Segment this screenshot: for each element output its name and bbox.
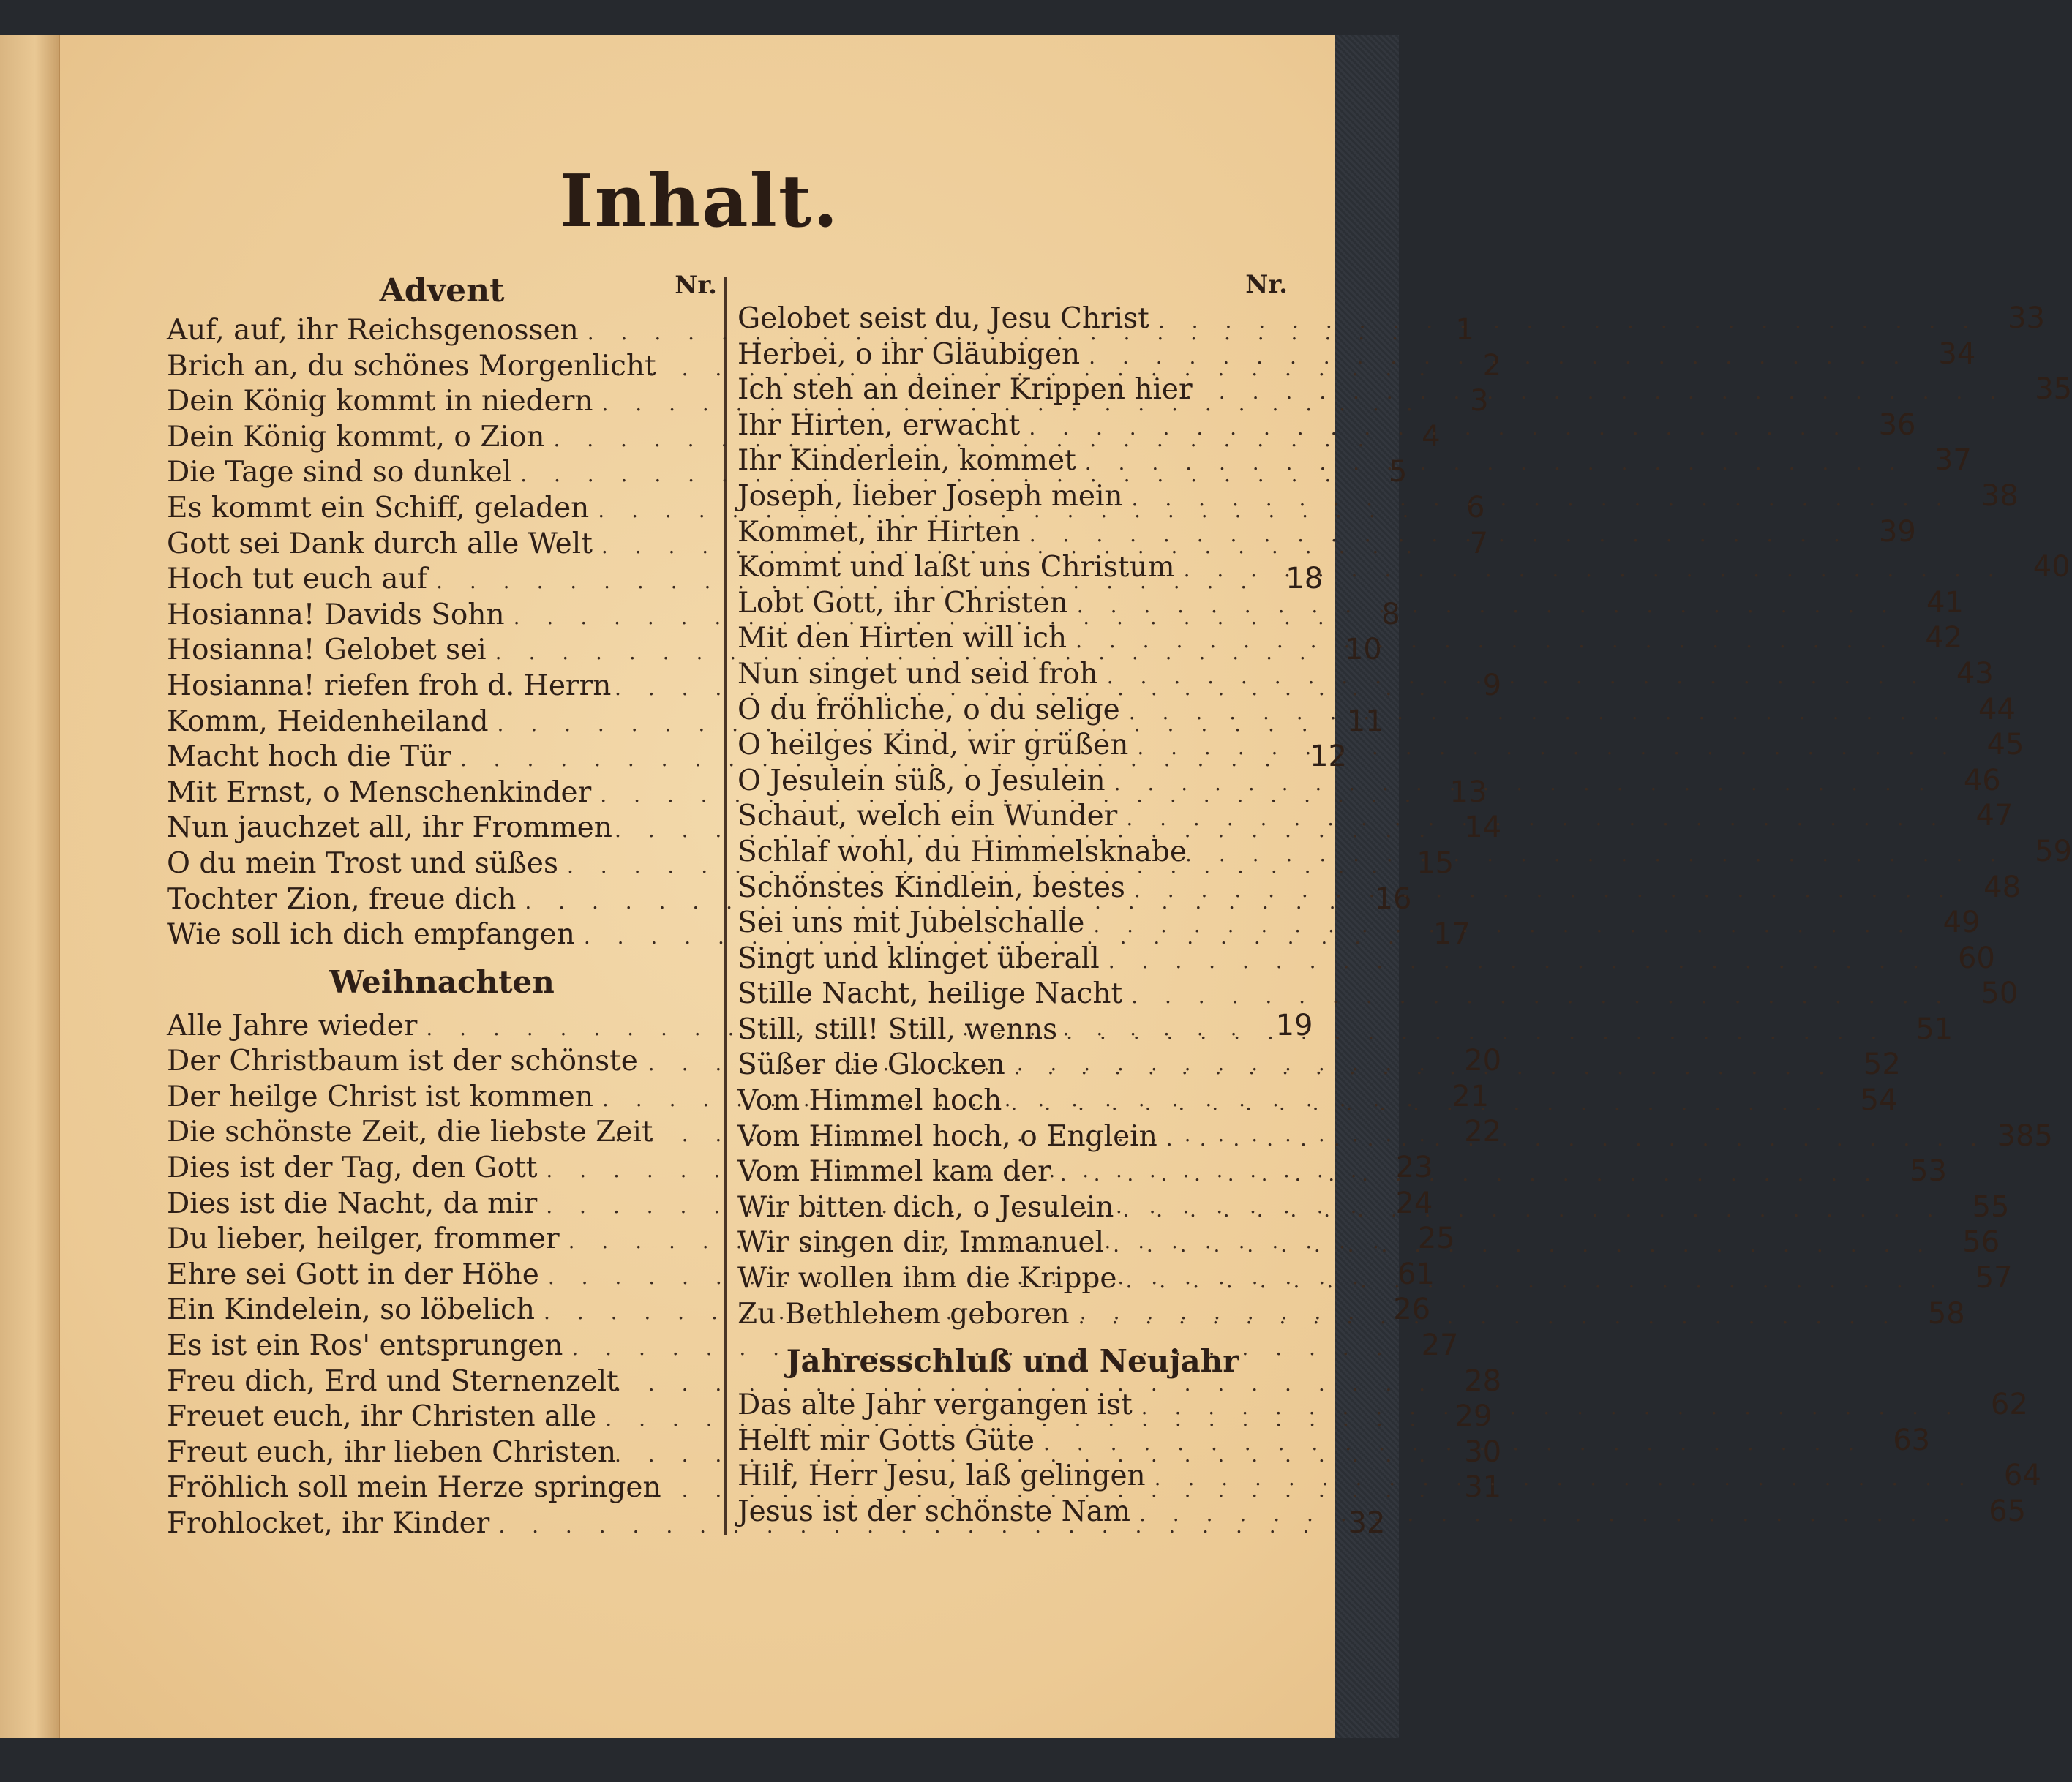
- song-title: Schaut, welch ein Wunder: [737, 800, 1118, 833]
- song-number: 58: [1927, 1296, 1965, 1331]
- song-title: Hilf, Herr Jesu, laß gelingen: [737, 1459, 1146, 1493]
- dot-leader: [1067, 628, 1904, 653]
- page-title: Inhalt.: [559, 159, 840, 244]
- song-number: 33: [2008, 301, 2045, 335]
- toc-entry: [737, 407, 1916, 444]
- song-number: 6: [1465, 490, 1485, 525]
- song-title: Ich steh an deiner Krippen hier: [737, 373, 1193, 407]
- song-title: Herbei, o ihr Gläubigen: [737, 337, 1081, 371]
- song-title: Es kommt ein Schiff, geladen: [167, 491, 590, 525]
- toc-entry: [737, 514, 1916, 551]
- toc-entry: [737, 301, 2045, 337]
- song-number: 385: [1997, 1119, 2053, 1153]
- dot-leader: [1120, 700, 1957, 724]
- dot-leader: [1130, 1502, 1967, 1526]
- song-title: Gelobet seist du, Jesu Christ: [737, 302, 1149, 335]
- song-number: 48: [1983, 870, 2022, 904]
- song-title: Dies ist der Tag, den Gott: [167, 1151, 538, 1185]
- song-title: Dein König kommt in niedern: [167, 385, 593, 418]
- song-number: 65: [1989, 1495, 2027, 1528]
- song-title: Vom Himmel hoch: [737, 1084, 1002, 1118]
- song-title: Kommt und laßt uns Christum: [737, 551, 1175, 584]
- dot-leader: [1146, 1466, 1983, 1490]
- song-title: Freut euch, ihr lieben Christen: [167, 1435, 617, 1469]
- song-number: 45: [1986, 728, 2024, 762]
- song-title: Jesus ist der schönste Nam: [737, 1495, 1130, 1528]
- song-number: 37: [1934, 443, 1972, 478]
- song-title: Alle Jahre wieder: [167, 1009, 418, 1042]
- song-title: Ein Kindelein, so löbelich: [167, 1293, 535, 1327]
- song-number: 25: [1417, 1222, 1455, 1256]
- song-title: Freuet euch, ihr Christen alle: [167, 1400, 597, 1434]
- song-title: Hosianna! Davids Sohn: [167, 598, 505, 631]
- dot-leader: [1084, 913, 1921, 937]
- song-number: 16: [1374, 881, 1412, 916]
- dot-leader: [1123, 486, 1960, 511]
- song-title: Wir singen dir, Immanuel: [737, 1226, 1105, 1260]
- dot-leader: [1080, 345, 1917, 369]
- song-title: Vom Himmel hoch, o Englein: [737, 1119, 1157, 1153]
- song-number: 3: [1470, 384, 1489, 418]
- song-number: 50: [1981, 977, 2019, 1011]
- song-title: Zu Bethlehem geboren: [737, 1297, 1070, 1331]
- song-number: 18: [1285, 562, 1324, 596]
- song-number: 2: [1482, 348, 1502, 383]
- dot-leader: [1051, 1162, 1888, 1186]
- dot-leader: [1100, 949, 1937, 973]
- song-title: Fröhlich soll mein Herze springen: [167, 1471, 661, 1505]
- toc-entry: [167, 1364, 1502, 1400]
- dot-leader: [1068, 593, 1905, 617]
- dot-leader: [1133, 1395, 1970, 1419]
- song-number: 34: [1938, 337, 1976, 371]
- song-title: Hosianna! riefen froh d. Herrn: [167, 669, 612, 702]
- dot-leader: [1057, 1020, 1894, 1044]
- dot-leader: [1070, 1304, 1907, 1328]
- song-number: 42: [1925, 621, 1963, 655]
- song-number: 59: [2035, 834, 2072, 868]
- dot-leader: [1128, 735, 1965, 759]
- song-number: 38: [1981, 478, 2019, 513]
- song-number: 9: [1482, 668, 1502, 702]
- song-title: Frohlocket, ihr Kinder: [167, 1507, 490, 1540]
- song-title: Vom Himmel kam der: [737, 1155, 1051, 1189]
- toc-entry: [737, 337, 1976, 373]
- song-title: O heilges Kind, wir grüßen: [737, 729, 1129, 762]
- song-title: Joseph, lieber Joseph mein: [737, 479, 1123, 513]
- song-title: Der Christbaum ist der schönste: [167, 1045, 638, 1078]
- song-number: 1: [1455, 313, 1474, 347]
- song-title: Sei uns mit Jubelschalle: [737, 906, 1085, 940]
- song-number: 49: [1942, 906, 1981, 940]
- dot-leader: [1104, 1233, 1941, 1257]
- song-title: Dein König kommt, o Zion: [167, 420, 545, 454]
- song-number: 64: [2003, 1459, 2041, 1493]
- toc-entry: [737, 372, 2072, 408]
- toc-entry: [737, 977, 2019, 1012]
- song-number: 57: [1975, 1261, 2013, 1296]
- dot-leader: [1005, 1055, 1842, 1079]
- song-title: Der heilge Christ ist kommen: [167, 1080, 593, 1113]
- song-title: Du lieber, heilger, frommer: [167, 1222, 560, 1256]
- song-title: Macht hoch die Tür: [167, 740, 451, 774]
- dot-leader: [1116, 1268, 1953, 1293]
- song-title: Hosianna! Gelobet sei: [167, 634, 487, 667]
- song-title: Tochter Zion, freue dich: [167, 882, 517, 916]
- song-title: Lobt Gott, ihr Christen: [737, 586, 1068, 620]
- song-number: 51: [1915, 1012, 1953, 1046]
- song-number: 29: [1454, 1399, 1493, 1434]
- song-number: 4: [1422, 419, 1441, 454]
- song-number: 36: [1878, 407, 1916, 442]
- song-number: 47: [1975, 799, 2013, 833]
- dot-leader: [1020, 416, 1857, 440]
- dot-leader: [1002, 1091, 1839, 1115]
- toc-entry: [737, 585, 1964, 622]
- section-header-advent: [167, 268, 717, 313]
- song-number: 56: [1962, 1225, 2000, 1260]
- song-number: 55: [1972, 1189, 2010, 1224]
- song-title: Gott sei Dank durch alle Welt: [167, 527, 593, 560]
- song-title: O du fröhliche, o du selige: [737, 693, 1120, 726]
- book-page: [0, 35, 2072, 1738]
- toc-entry: [737, 443, 1972, 479]
- song-number: 11: [1346, 704, 1384, 738]
- song-number: 63: [1893, 1423, 1931, 1457]
- song-title: Kommet, ihr Hirten: [737, 515, 1021, 549]
- toc-entry: [737, 656, 1994, 693]
- dot-leader: [1122, 984, 1959, 1008]
- dot-leader: [1098, 664, 1935, 688]
- song-title: Helft mir Gotts Güte: [737, 1424, 1035, 1457]
- song-title: Wie soll ich dich empfangen: [167, 918, 575, 952]
- song-number: 54: [1860, 1083, 1898, 1118]
- song-number: 5: [1388, 455, 1408, 489]
- song-number: 39: [1878, 514, 1916, 549]
- song-title: Es ist ein Ros' entsprungen: [167, 1329, 563, 1363]
- song-title: Schlaf wohl, du Himmelsknabe: [737, 835, 1187, 868]
- dot-leader: [1035, 1431, 1872, 1455]
- song-number: 40: [2032, 550, 2071, 584]
- song-number: 61: [1397, 1257, 1435, 1291]
- song-number: 22: [1464, 1115, 1502, 1149]
- song-title: O Jesulein süß, o Jesulein: [737, 764, 1106, 797]
- song-number: 14: [1464, 811, 1502, 845]
- nr-label: Nr.: [675, 271, 717, 300]
- dot-leader: [1157, 1127, 1994, 1151]
- song-title: Ehre sei Gott in der Höhe: [167, 1257, 539, 1291]
- song-title: Mit den Hirten will ich: [737, 622, 1067, 655]
- song-number: 28: [1464, 1364, 1502, 1398]
- dot-leader: [1106, 771, 1942, 795]
- song-number: 60: [1957, 941, 1995, 975]
- song-number: 30: [1464, 1435, 1502, 1469]
- song-title: Ihr Hirten, erwacht: [737, 408, 1021, 442]
- song-number: 8: [1381, 597, 1400, 631]
- song-title: Wir wollen ihm die Krippe: [737, 1262, 1117, 1296]
- song-title: O du mein Trost und süßes: [167, 846, 558, 880]
- song-title: Hoch tut euch auf: [167, 563, 428, 596]
- song-number: 15: [1416, 846, 1454, 880]
- dot-leader: [1176, 380, 2013, 404]
- song-title: Nun singet und seid froh: [737, 657, 1098, 691]
- dot-leader: [1117, 806, 1954, 830]
- dot-leader: [1149, 309, 1986, 333]
- toc-entry: [737, 941, 1995, 977]
- song-title: Ihr Kinderlein, kommet: [737, 444, 1076, 478]
- song-title: Dies ist die Nacht, da mir: [167, 1187, 538, 1220]
- song-number: 41: [1926, 585, 1964, 620]
- song-number: 35: [2035, 372, 2072, 407]
- dot-leader: [1076, 451, 1913, 475]
- dot-leader: [1114, 1198, 1951, 1222]
- song-title: Die Tage sind so dunkel: [167, 456, 512, 489]
- song-number: 21: [1452, 1079, 1490, 1113]
- section-heading-jahresschluss: Jahresschluß und Neujahr: [786, 1343, 1239, 1380]
- song-number: 10: [1344, 633, 1382, 667]
- song-title: Nun jauchzet all, ihr Frommen: [167, 811, 612, 845]
- song-title: Singt und klinget überall: [737, 941, 1100, 975]
- song-number: 20: [1464, 1044, 1502, 1078]
- song-number: 7: [1469, 526, 1489, 560]
- song-number: 44: [1978, 692, 2016, 726]
- song-title: Stille Nacht, heilige Nacht: [737, 977, 1123, 1011]
- dot-leader: [1175, 557, 2012, 582]
- song-number: 53: [1910, 1154, 1947, 1189]
- song-title: Mit Ernst, o Menschenkinder: [167, 775, 592, 809]
- song-title: Die schönste Zeit, die liebste Zeit: [167, 1116, 653, 1149]
- song-number: 13: [1449, 775, 1487, 809]
- song-number: 24: [1395, 1186, 1433, 1220]
- song-title: Freu dich, Erd und Sternenzelt: [167, 1364, 618, 1398]
- facing-page-edge: [0, 35, 60, 1738]
- song-number: 19: [1275, 1008, 1313, 1042]
- song-title: Das alte Jahr vergangen ist: [737, 1388, 1133, 1422]
- song-number: 12: [1310, 740, 1347, 774]
- dot-leader: [1176, 842, 2013, 866]
- section-heading-weihnachten: Weihnachten: [329, 963, 555, 1000]
- song-number: 27: [1421, 1328, 1459, 1363]
- dot-leader: [1021, 522, 1858, 546]
- song-title: Komm, Heidenheiland: [167, 704, 489, 738]
- song-number: 17: [1433, 917, 1471, 952]
- dot-leader: [1125, 878, 1962, 902]
- song-title: Schönstes Kindlein, bestes: [737, 871, 1125, 904]
- song-number: 46: [1963, 763, 2001, 797]
- song-title: Süßer die Glocken: [737, 1048, 1005, 1082]
- song-number: 52: [1863, 1048, 1901, 1082]
- song-title: Brich an, du schönes Morgenlicht: [167, 349, 656, 383]
- nr-label: Nr.: [1245, 270, 1288, 299]
- song-title: Still, still! Still, wenns: [737, 1012, 1058, 1046]
- song-title: Auf, auf, ihr Reichsgenossen: [167, 314, 579, 347]
- song-number: 31: [1464, 1470, 1502, 1505]
- right-column-header: [737, 268, 1288, 301]
- song-number: 32: [1348, 1506, 1386, 1540]
- song-number: 23: [1395, 1151, 1433, 1185]
- toc-entry: [737, 478, 2019, 515]
- song-title: Wir bitten dich, o Jesulein: [737, 1190, 1114, 1224]
- section-heading: Advent: [379, 271, 505, 309]
- song-number: 62: [1990, 1388, 2028, 1422]
- song-number: 26: [1393, 1293, 1431, 1327]
- song-number: 43: [1956, 656, 1994, 691]
